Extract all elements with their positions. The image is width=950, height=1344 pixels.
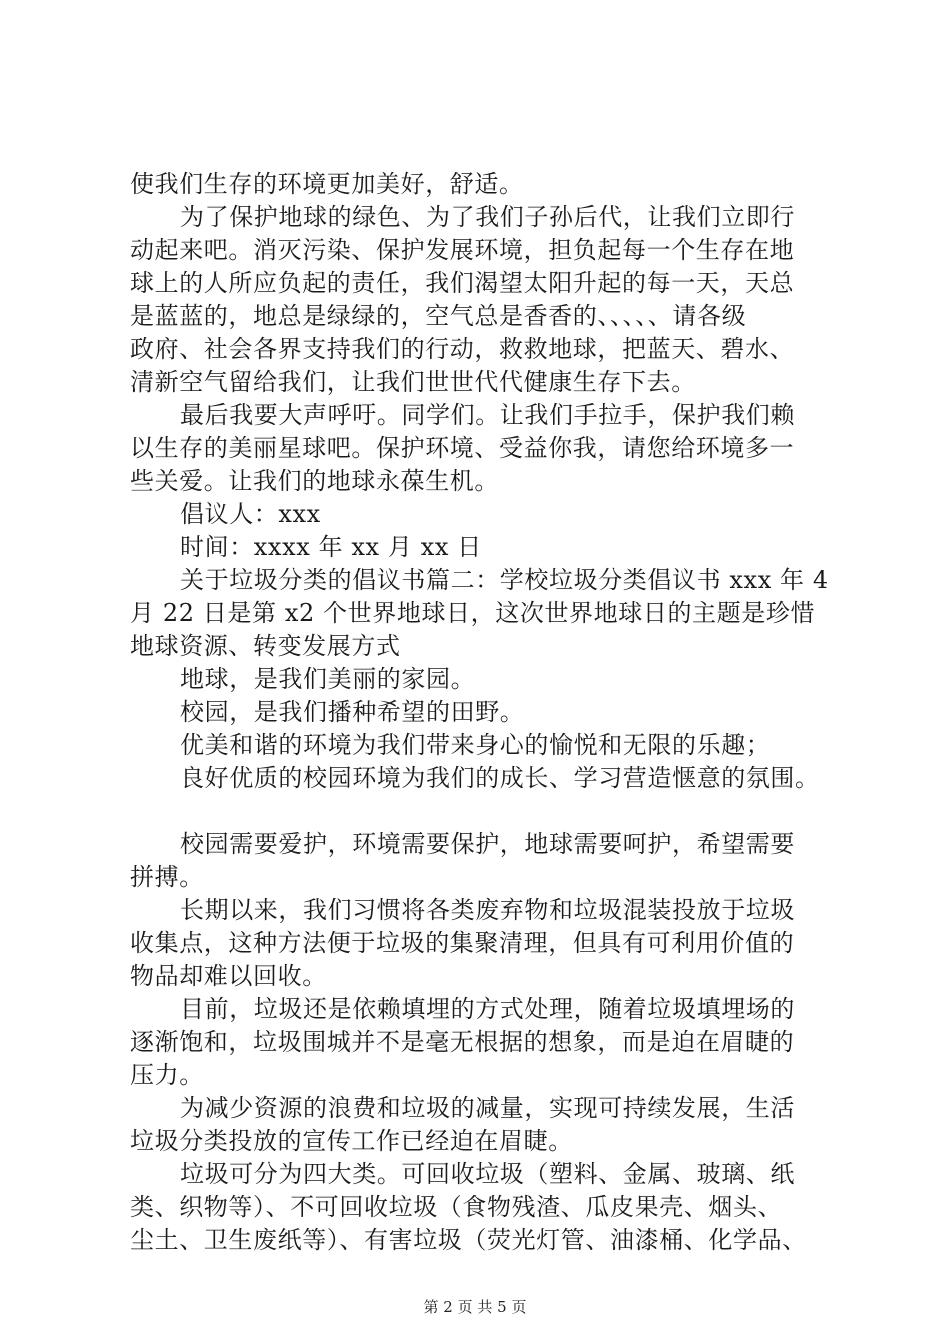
blank-line xyxy=(130,795,842,828)
paragraph-start: 良好优质的校园环境为我们的成长、学习营造惬意的氛围。 xyxy=(180,764,820,792)
text-line: 尘土、卫生废纸等）、有害垃圾（荧光灯管、油漆桶、化学品、 xyxy=(130,1226,807,1254)
text-line: 清新空气留给我们，让我们世世代代健康生存下去。 xyxy=(130,368,696,396)
text-line: 政府、社会各界支持我们的行动，救救地球，把蓝天、碧水、 xyxy=(130,335,795,363)
text-line: 收集点，这种方法便于垃圾的集聚清理，但具有可利用价值的 xyxy=(130,929,795,957)
page-footer: 第 2 页 共 5 页 xyxy=(423,1298,527,1316)
proposer-line: 倡议人：xxx xyxy=(180,500,321,528)
paragraph-start: 长期以来，我们习惯将各类废弃物和垃圾混装投放于垃圾 xyxy=(180,896,795,924)
text-line: 垃圾分类投放的宣传工作已经迫在眉睫。 xyxy=(130,1127,573,1155)
text-line: 使我们生存的环境更加美好，舒适。 xyxy=(130,170,524,198)
text-line: 压力。 xyxy=(130,1061,204,1089)
paragraph-start: 为了保护地球的绿色、为了我们子孙后代，让我们立即行 xyxy=(180,203,795,231)
text-line: 物品却难以回收。 xyxy=(130,962,327,990)
document-body xyxy=(130,168,842,1257)
section-heading-line: 关于垃圾分类的倡议书篇二：学校垃圾分类倡议书 xxx 年 4 xyxy=(180,566,829,594)
paragraph-start: 校园需要爱护，环境需要保护，地球需要呵护，希望需要 xyxy=(180,830,795,858)
text-line: 球上的人所应负起的责任，我们渴望太阳升起的每一天，天总 xyxy=(130,269,795,297)
text-line: 逐渐饱和，垃圾围城并不是毫无根据的想象，而是迫在眉睫的 xyxy=(130,1028,795,1056)
text-line: 是蓝蓝的，地总是绿绿的，空气总是香香的、、、、、请各级 xyxy=(130,302,747,330)
text-line: 以生存的美丽星球吧。保护环境、受益你我，请您给环境多一 xyxy=(130,434,795,462)
date-line: 时间：xxxx 年 xx 月 xx 日 xyxy=(180,533,482,561)
paragraph-start: 最后我要大声呼吁。同学们。让我们手拉手，保护我们赖 xyxy=(180,401,795,429)
paragraph-start: 地球，是我们美丽的家园。 xyxy=(180,665,476,693)
text-line: 些关爱。让我们的地球永葆生机。 xyxy=(130,467,499,495)
text-line: 拼搏。 xyxy=(130,863,204,891)
paragraph-start: 优美和谐的环境为我们带来身心的愉悦和无限的乐趣； xyxy=(180,731,771,759)
paragraph-start: 校园，是我们播种希望的田野。 xyxy=(180,698,525,726)
paragraph-start: 垃圾可分为四大类。可回收垃圾（塑料、金属、玻璃、纸 xyxy=(180,1160,795,1188)
text-line: 地球资源、转变发展方式 xyxy=(130,632,401,660)
text-line: 类、织物等）、不可回收垃圾（食物残渣、瓜皮果壳、烟头、 xyxy=(130,1193,783,1221)
text-line: 月 22 日是第 x2 个世界地球日，这次世界地球日的主题是珍惜 xyxy=(130,599,816,627)
paragraph-start: 为减少资源的浪费和垃圾的减量，实现可持续发展，生活 xyxy=(180,1094,795,1122)
text-line: 动起来吧。消灭污染、保护发展环境，担负起每一个生存在地 xyxy=(130,236,795,264)
paragraph-start: 目前，垃圾还是依赖填埋的方式处理，随着垃圾填埋场的 xyxy=(180,995,795,1023)
